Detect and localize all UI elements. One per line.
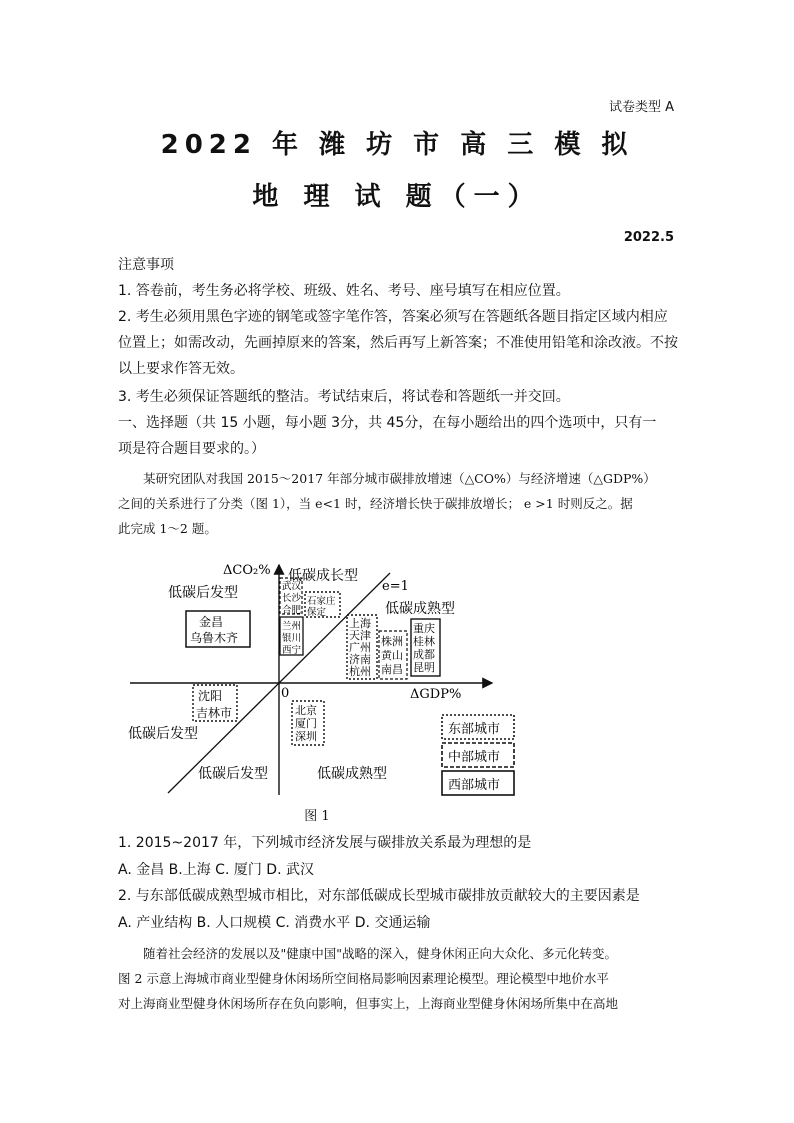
question-1-options: A. 金昌 B.上海 C. 厦门 D. 武汉 [118, 862, 314, 878]
city-label: 南昌 [381, 663, 403, 676]
passage-2-line-3: 对上海商业型健身休闲场所存在负向影响，但事实上，上海商业型健身休闲场所集中在高地 [118, 996, 619, 1011]
question-1-stem: 1. 2015~2017 年，下列城市经济发展与碳排放关系最为理想的是 [118, 835, 532, 851]
exam-subtitle: 地 理 试 题（一） [252, 182, 542, 212]
section-heading-line-1: 一、选择题（共 15 小题，每小题 3分，共 45分，在每小题给出的四个选项中，只有一 [118, 415, 657, 431]
passage-2-line-1: 随着社会经济的发展以及"健康中国"战略的深入，健身休闲正向大众化、多元化转变。 [143, 946, 618, 961]
city-label: 金昌 [199, 615, 224, 629]
legend-west-label: 西部城市 [448, 778, 501, 793]
legend-east-label: 东部城市 [448, 722, 501, 737]
city-label: 黄山 [381, 649, 403, 662]
city-label: 保定 [307, 607, 327, 618]
city-label: 乌鲁木齐 [190, 631, 239, 645]
region-label-late-q3-left: 低碳后发型 [128, 726, 198, 742]
region-label-mature-q1: 低碳成熟型 [385, 601, 455, 617]
city-label: 上海 [349, 617, 371, 630]
figure-1-caption: 图 1 [304, 809, 330, 824]
region-label-growth: 低碳成长型 [288, 568, 358, 584]
passage-2 [118, 941, 678, 1016]
city-label: 重庆 [413, 622, 435, 635]
city-label: 桂林 [413, 635, 435, 648]
city-label: 广州 [349, 641, 371, 654]
city-label: 深圳 [295, 730, 317, 743]
passage-1-line-2: 之间的关系进行了分类（图 1），当 e<1 时，经济增长快于碳排放增长； e >1 时则反之。据 [118, 496, 633, 511]
notes-heading: 注意事项 [118, 257, 174, 273]
question-2-options: A. 产业结构 B. 人口规模 C. 消费水平 D. 交通运输 [118, 915, 431, 931]
origin-label: 0 [281, 686, 290, 701]
passage-1-line-3: 此完成 1～2 题。 [118, 521, 217, 536]
passage-1 [118, 466, 678, 541]
city-label: 吉林市 [196, 706, 233, 720]
y-axis-label: ΔCO₂% [223, 563, 271, 578]
region-label-mature-q4: 低碳成熟型 [317, 766, 387, 782]
note-item-1: 1. 答卷前，考生务必将学校、班级、姓名、考号、座号填写在相应位置。 [118, 283, 570, 299]
city-label: 银川 [282, 633, 302, 644]
city-label: 石家庄 [307, 596, 336, 607]
city-label: 成都 [413, 648, 435, 661]
city-label: 济南 [349, 653, 371, 666]
city-label: 西宁 [282, 645, 302, 656]
figure-1 [120, 555, 530, 800]
e-line-label: e=1 [382, 579, 409, 594]
note-item-2-line-3: 以上要求作答无效。 [118, 361, 244, 377]
city-label: 天津 [349, 629, 371, 642]
x-axis-label: ΔGDP% [410, 687, 462, 702]
city-label: 长沙 [282, 593, 302, 604]
region-label-late-q3-bottom: 低碳后发型 [198, 766, 268, 782]
city-label: 北京 [295, 704, 317, 717]
city-label: 沈阳 [198, 689, 223, 703]
note-item-2-line-2: 位置上；如需改动，先画掉原来的答案，然后再写上新答案；不准使用铅笔和涂改液。不按 [118, 335, 678, 351]
region-label-late-q2: 低碳后发型 [168, 585, 238, 601]
paper-type: 试卷类型 A [608, 100, 674, 115]
note-item-2-line-1: 2. 考生必须用黑色字迹的钢笔或签字笔作答，答案必须写在答题纸各题目指定区域内相应 [118, 309, 668, 325]
city-label: 昆明 [413, 661, 435, 674]
city-label: 武汉 [282, 581, 302, 592]
passage-2-line-2: 图 2 示意上海城市商业型健身休闲场所空间格局影响因素理论模型。理论模型中地价水平 [118, 971, 609, 986]
city-label: 株洲 [381, 635, 403, 648]
question-2-stem: 2. 与东部低碳成熟型城市相比，对东部低碳成长型城市碳排放贡献较大的主要因素是 [118, 888, 640, 904]
exam-date: 2022.5 [623, 230, 674, 245]
city-label: 杭州 [349, 665, 371, 678]
section-heading-line-2: 项是符合题目要求的。） [118, 441, 265, 457]
passage-1-line-1: 某研究团队对我国 2015～2017 年部分城市碳排放增速（△CO%）与经济增速（△GDP%） [143, 471, 656, 486]
exam-title: 2022 年 潍 坊 市 高 三 模 拟 [160, 130, 634, 160]
note-item-3: 3. 考生必须保证答题纸的整洁。考试结束后，将试卷和答题纸一并交回。 [118, 389, 570, 405]
city-label: 合肥 [282, 605, 302, 616]
city-label: 厦门 [295, 717, 317, 730]
legend-central-label: 中部城市 [448, 750, 501, 765]
city-label: 兰州 [282, 621, 302, 632]
